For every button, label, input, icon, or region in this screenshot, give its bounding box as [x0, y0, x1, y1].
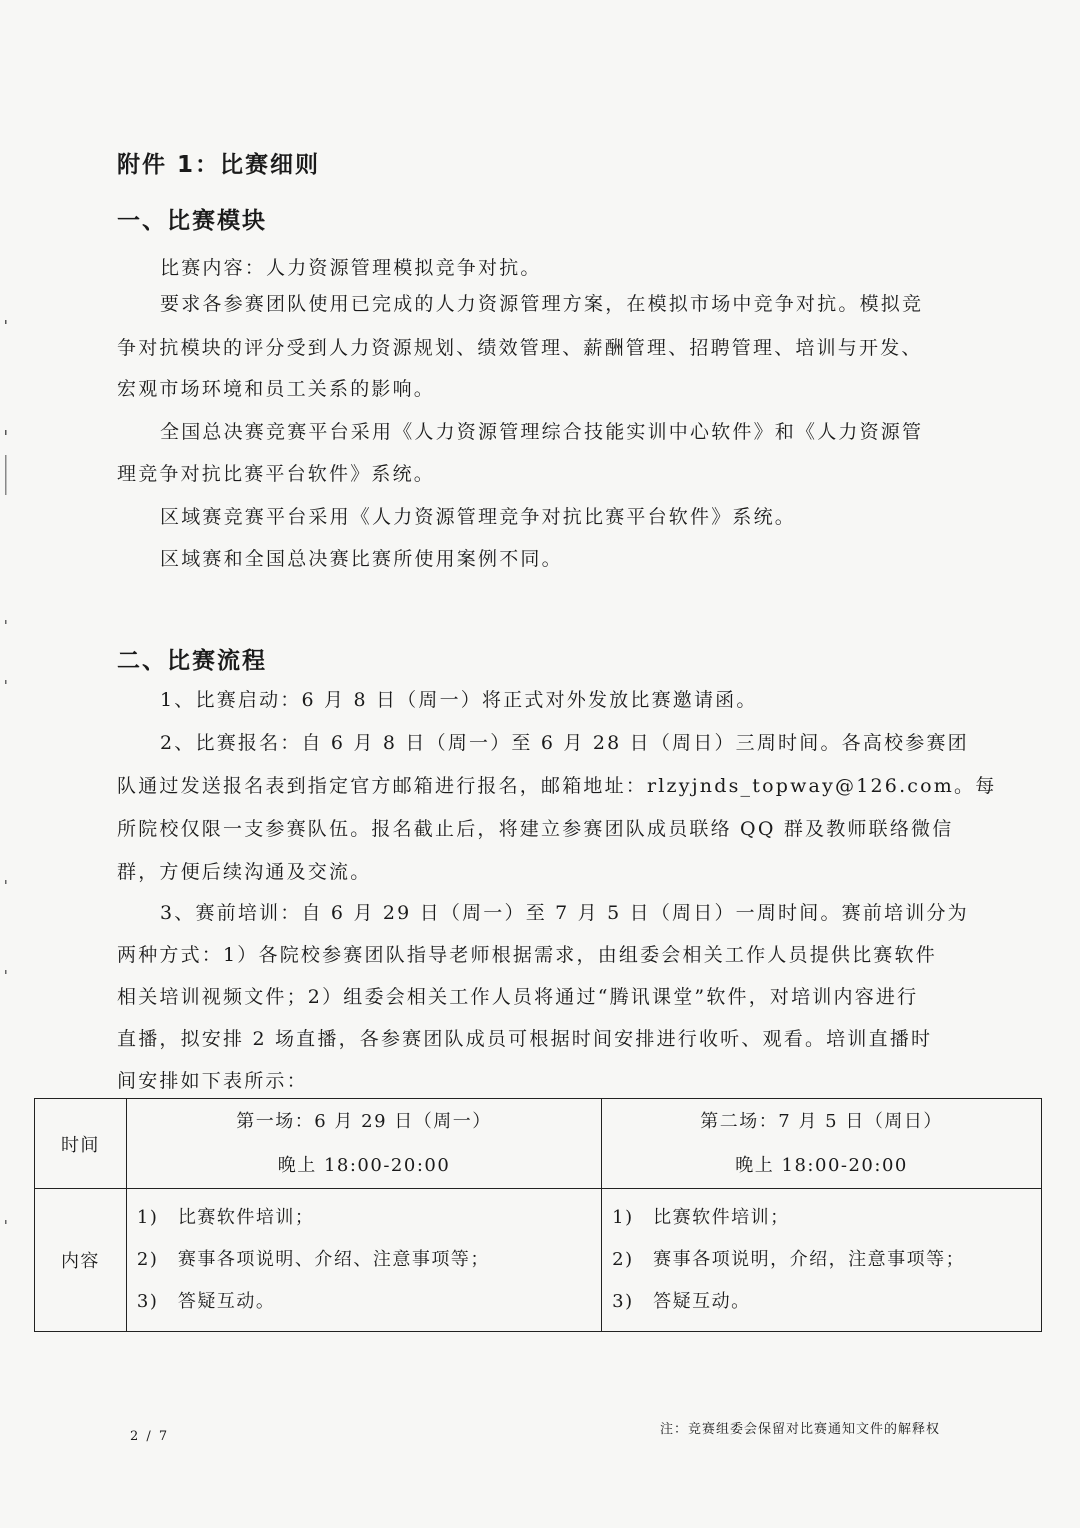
section-2-line: 2、比赛报名：自 6 月 8 日（周一）至 6 月 28 日（周日）三周时间。各高校参赛团	[160, 732, 969, 754]
section-1-line: 区域赛竞赛平台采用《人力资源管理竞争对抗比赛平台软件》系统。	[160, 506, 797, 528]
section-2-line: 间安排如下表所示：	[117, 1070, 308, 1092]
session-2-date: 第二场：7 月 5 日（周日）	[700, 1110, 943, 1132]
list-item: 3) 答疑互动。	[136, 1291, 276, 1312]
section-2-line: 直播，拟安排 2 场直播，各参赛团队成员可根据时间安排进行收听、观看。培训直播时	[117, 1028, 933, 1050]
session-1-date: 第一场：6 月 29 日（周一）	[236, 1110, 492, 1132]
time-label-cell: 时间	[35, 1099, 127, 1189]
page-number: 2 / 7	[130, 1429, 170, 1444]
section-1-line: 理竞争对抗比赛平台软件》系统。	[117, 463, 436, 485]
session-2-time: 晚上 18:00-20:00	[735, 1154, 908, 1176]
section-2-line: 所院校仅限一支参赛队伍。报名截止后，将建立参赛团队成员联络 QQ 群及教师联络微信	[117, 818, 954, 840]
section-2-line: 两种方式：1）各院校参赛团队指导老师根据需求，由组委会相关工作人员提供比赛软件	[117, 944, 937, 966]
attachment-title: 附件 1：比赛细则	[117, 152, 321, 178]
session-1-time: 晚上 18:00-20:00	[277, 1154, 451, 1176]
list-item: 1) 比赛软件培训；	[136, 1207, 315, 1228]
section-1-heading: 一、比赛模块	[117, 208, 267, 234]
session-2-time-cell	[602, 1099, 1042, 1189]
table-row	[35, 1189, 1042, 1332]
scan-margin-marks	[3, 300, 9, 1300]
section-2-line: 3、赛前培训：自 6 月 29 日（周一）至 7 月 5 日（周日）一周时间。赛前培训分为	[160, 902, 969, 924]
section-1-line: 比赛内容：人力资源管理模拟竞争对抗。	[160, 257, 542, 279]
footer-note: 注：竞赛组委会保留对比赛通知文件的解释权	[660, 1422, 941, 1437]
table-row	[35, 1099, 1042, 1189]
list-item: 3) 答疑互动。	[612, 1291, 751, 1312]
session-2-content-cell	[602, 1189, 1042, 1332]
session-1-time-cell	[126, 1099, 601, 1189]
section-1-line: 区域赛和全国总决赛比赛所使用案例不同。	[160, 548, 563, 570]
section-1-line: 宏观市场环境和员工关系的影响。	[117, 378, 436, 400]
session-1-content-cell	[126, 1189, 601, 1332]
list-item: 2) 赛事各项说明、介绍、注意事项等；	[136, 1249, 490, 1270]
section-2-heading: 二、比赛流程	[117, 648, 267, 674]
section-1-line: 争对抗模块的评分受到人力资源规划、绩效管理、薪酬管理、招聘管理、培训与开发、	[117, 337, 923, 359]
section-2-line: 1、比赛启动：6 月 8 日（周一）将正式对外发放比赛邀请函。	[160, 689, 758, 711]
section-1-line: 要求各参赛团队使用已完成的人力资源管理方案，在模拟市场中竞争对抗。模拟竞	[160, 293, 924, 315]
content-label-cell: 内容	[35, 1189, 127, 1332]
training-schedule-table	[34, 1098, 1042, 1332]
section-1-line: 全国总决赛竞赛平台采用《人力资源管理综合技能实训中心软件》和《人力资源管	[160, 421, 924, 443]
section-2-line: 群，方便后续沟通及交流。	[117, 861, 372, 883]
section-2-line: 相关培训视频文件；2）组委会相关工作人员将通过“腾讯课堂”软件，对培训内容进行	[117, 986, 919, 1008]
section-2-line: 队通过发送报名表到指定官方邮箱进行报名，邮箱地址：rlzyjnds_topway@126.com。每	[117, 775, 997, 797]
list-item: 1) 比赛软件培训；	[612, 1207, 790, 1228]
list-item: 2) 赛事各项说明，介绍，注意事项等；	[612, 1249, 966, 1270]
